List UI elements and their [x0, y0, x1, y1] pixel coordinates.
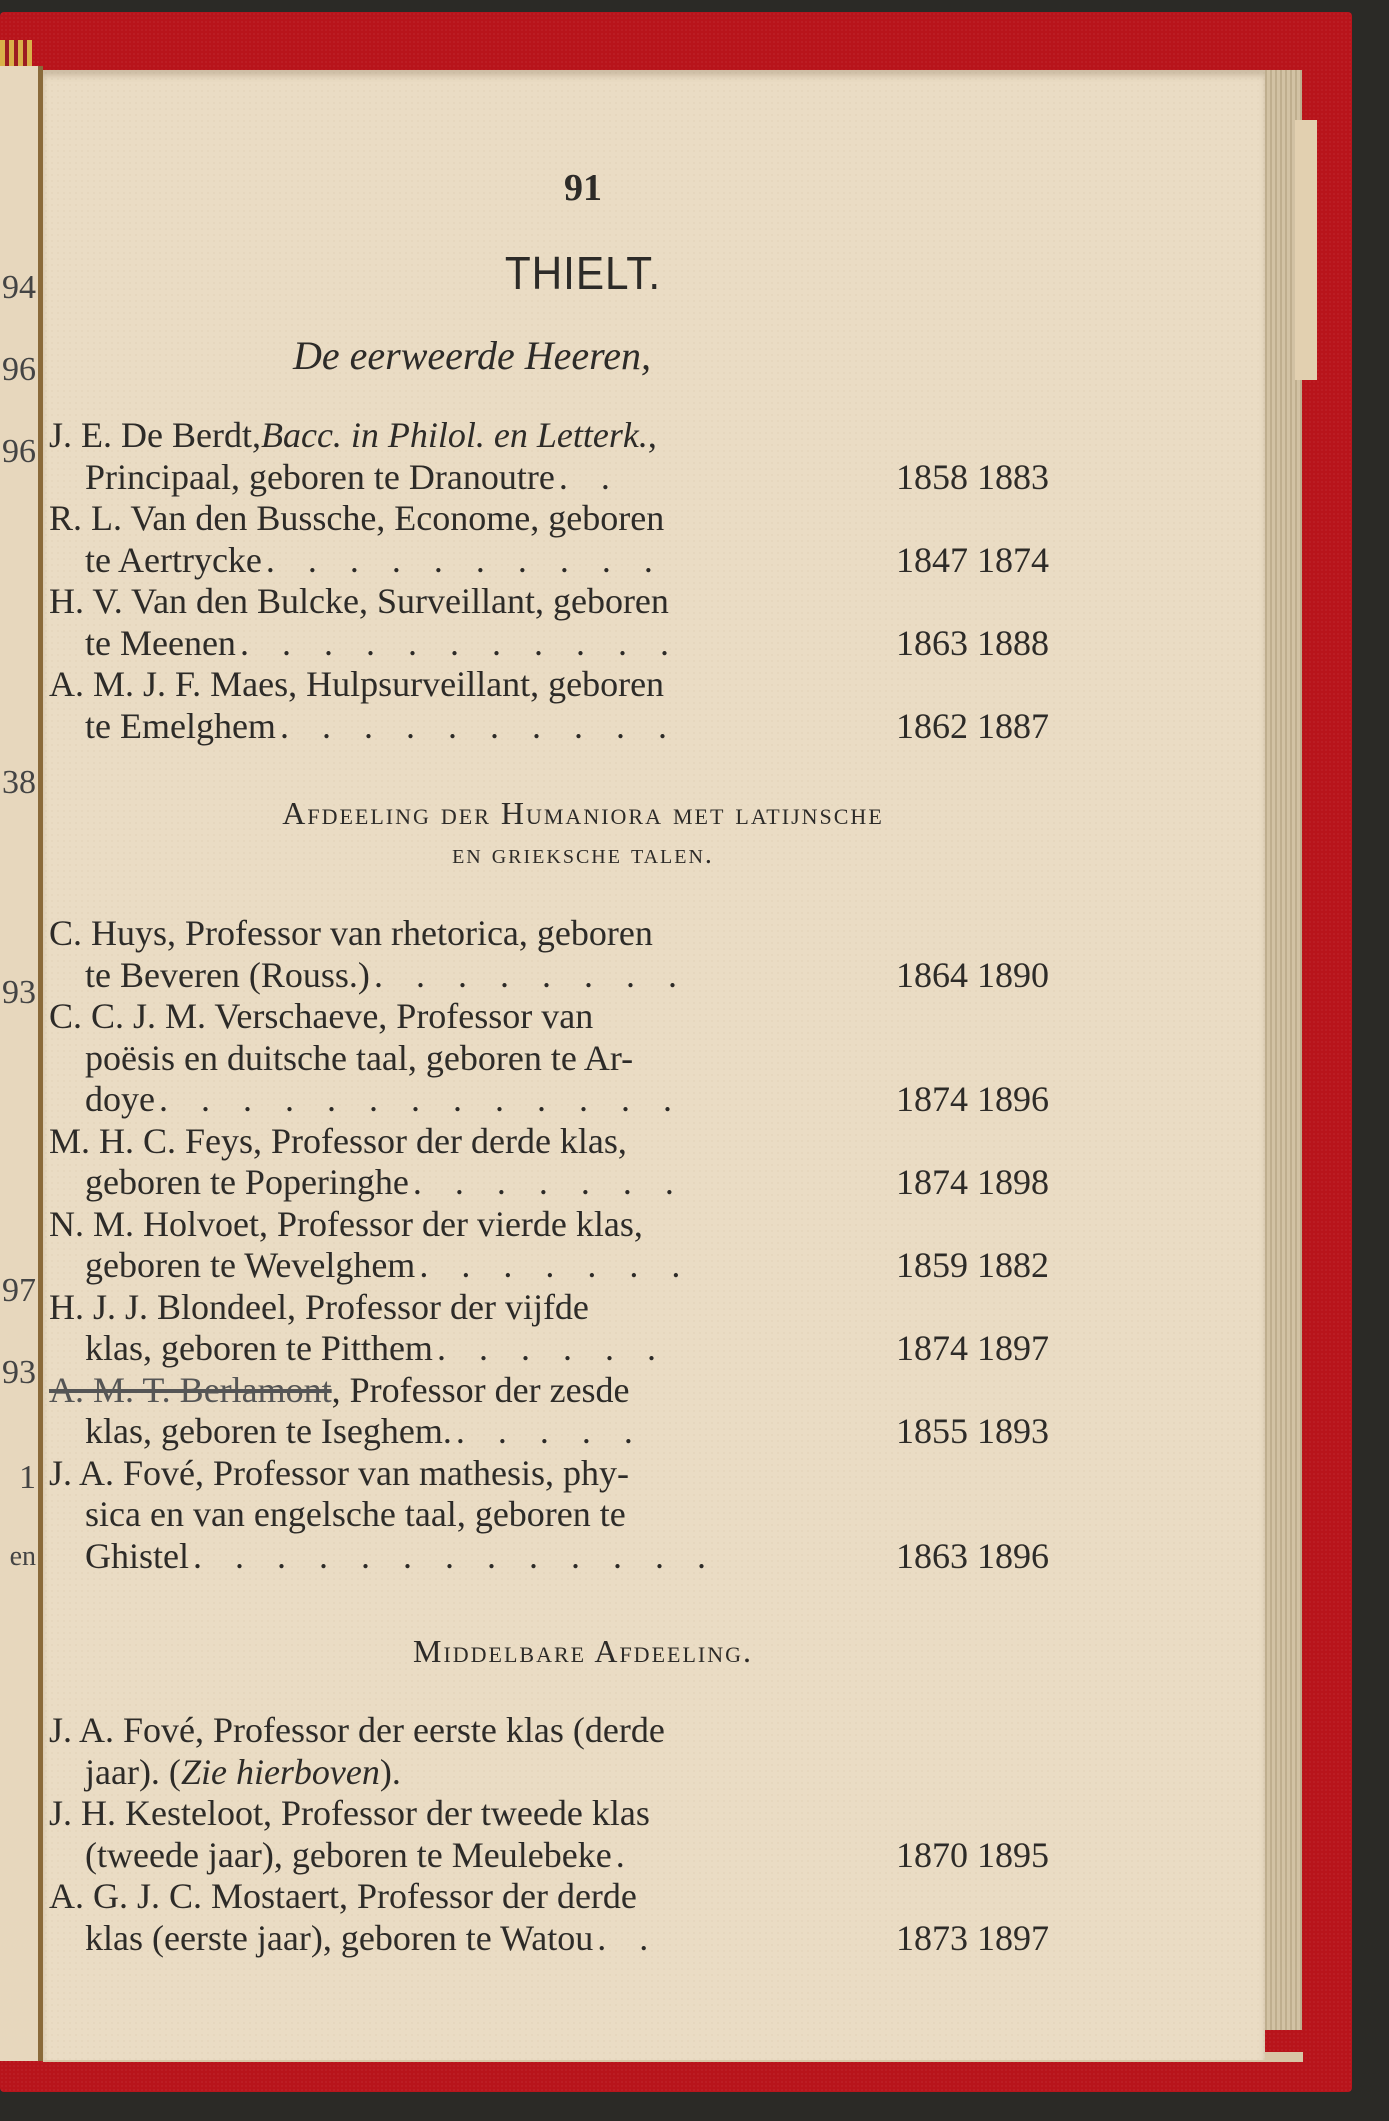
struck-through-name: A. M. T. Berlamont: [49, 1369, 332, 1410]
entry-reference: Zie hierboven: [180, 1751, 380, 1792]
entry-years: 1863 1896: [896, 1535, 1049, 1576]
city-title: THIELT.: [504, 247, 662, 299]
entry-text: H. V. Van den Bulcke, Surveillant, geboren: [49, 581, 669, 621]
entry-text: te Emelghem: [85, 705, 276, 746]
entry-text: C. C. J. M. Verschaeve, Professor van: [49, 996, 594, 1036]
entry-line: [49, 1536, 1049, 1578]
entry-text: Ghistel: [85, 1535, 189, 1576]
entry-years: 1863 1888: [896, 622, 1049, 663]
entry-years: 1873 1897: [896, 1917, 1049, 1958]
entry-text: A. G. J. C. Mostaert, Professor der derde: [49, 1876, 637, 1916]
entry-line: [49, 1204, 1049, 1246]
previous-page-fragment: 97: [2, 1272, 36, 1309]
previous-page-fragment: 93: [2, 974, 36, 1011]
previous-page-fragment: 96: [2, 433, 36, 470]
entry-text: klas, geboren te Iseghem.: [85, 1411, 452, 1451]
dot-leader: . . . . .: [455, 1411, 645, 1451]
entry-line: [49, 1793, 1049, 1835]
entry-text: R. L. Van den Bussche, Econome, geboren: [49, 498, 665, 538]
entry-text: Principaal, geboren te Dranoutre: [85, 456, 555, 497]
book-page: [43, 70, 1265, 2060]
entry-line: [49, 1370, 1049, 1412]
entry-text: doye: [85, 1079, 155, 1119]
entry-years: 1874 1896: [896, 1079, 1049, 1119]
entry-text: te Beveren (Rouss.): [85, 954, 370, 995]
entry-punct: ).: [379, 1751, 401, 1792]
middelbare-staff-list: [49, 1710, 1049, 1959]
entry-text: A. M. J. F. Maes, Hulpsurveillant, geboren: [49, 664, 665, 704]
entry-years: 1858 1883: [896, 456, 1049, 497]
dot-leader: . . . . . . . . . . . . .: [158, 1079, 684, 1119]
entry-text: (tweede jaar), geboren te Meulebeke: [85, 1834, 612, 1875]
dot-leader: . . . . . . . . . .: [279, 705, 679, 746]
entry-text: klas (eerste jaar), geboren te Watou: [85, 1917, 594, 1958]
entry-text: sica en van engelsche taal, geboren te: [85, 1494, 626, 1534]
entry-text: te Aertrycke: [85, 539, 262, 580]
section-heading-line: Afdeeling der Humaniora met latijnsche: [282, 795, 884, 831]
staff-list: [49, 415, 1049, 747]
entry-line: [49, 664, 1049, 706]
entry-years: 1862 1887: [896, 705, 1049, 746]
entry-line: [49, 1494, 1049, 1536]
entry-text: klas, geboren te Pitthem: [85, 1328, 433, 1368]
entry-line: [49, 1835, 1049, 1877]
entry-text: J. A. Fové, Professor van mathesis, phy-: [49, 1452, 629, 1493]
entry-text: J. A. Fové, Professor der eerste klas (derde: [49, 1710, 665, 1750]
entry-line: [49, 415, 1049, 457]
entry-line: [49, 1328, 1049, 1370]
dot-leader: . . . . . .: [436, 1328, 668, 1368]
entry-line: [49, 913, 1049, 955]
entry-years: 1855 1893: [896, 1411, 1049, 1451]
entry-line: [49, 1287, 1049, 1329]
entry-text: poësis en duitsche taal, geboren te Ar-: [85, 1037, 634, 1078]
previous-page-fragment: en: [9, 1541, 36, 1572]
entry-line: [49, 1453, 1049, 1495]
humaniora-staff-list: [49, 913, 1049, 1577]
entry-line: [49, 1752, 1049, 1794]
entry-years: 1859 1882: [896, 1245, 1049, 1285]
dot-leader: . .: [597, 1917, 661, 1958]
previous-page-edge: [0, 66, 40, 2061]
previous-page-fragment: 93: [2, 1354, 36, 1391]
entry-line: [49, 1876, 1049, 1918]
entry-years: 1847 1874: [896, 539, 1049, 580]
entry-text: J. H. Kesteloot, Professor der tweede klas: [49, 1793, 650, 1833]
dot-leader: . . . . . . . . . .: [265, 539, 665, 580]
entry-text: M. H. C. Feys, Professor der derde klas,: [49, 1120, 627, 1161]
entry-line: [49, 581, 1049, 623]
entry-line: [49, 955, 1049, 997]
entry-text: geboren te Poperinghe: [85, 1162, 409, 1202]
previous-page-fragment: 96: [2, 351, 36, 388]
section-heading-line: en grieksche talen.: [452, 839, 714, 870]
entry-line: [49, 1710, 1049, 1752]
dot-leader: . . . . . . .: [412, 1162, 686, 1202]
entry-line: [49, 706, 1049, 748]
entry-line: [49, 498, 1049, 540]
entry-line: [49, 1918, 1049, 1960]
dot-leader: . . . . . . .: [419, 1245, 693, 1285]
dot-leader: . . . . . . . .: [373, 954, 689, 995]
entry-punct: ,: [647, 415, 657, 455]
entry-years: 1874 1898: [896, 1162, 1049, 1202]
entry-degree: Bacc. in Philol. en Letterk.: [260, 415, 648, 455]
salutation: De eerweerde Heeren,: [293, 333, 651, 378]
entry-text: geboren te Wevelghem: [85, 1245, 416, 1285]
previous-page-fragment: 38: [2, 764, 36, 801]
dot-leader: . .: [558, 456, 622, 497]
entry-text: H. J. J. Blondeel, Professor der vijfde: [49, 1286, 589, 1327]
entry-line: [49, 1162, 1049, 1204]
entry-line: [49, 1038, 1049, 1080]
entry-years: 1874 1897: [896, 1328, 1049, 1368]
previous-page-fragment: 1: [19, 1459, 36, 1496]
page-number: 91: [564, 167, 602, 209]
section-heading-line: Middelbare Afdeeling.: [413, 1633, 753, 1669]
previous-page-fragment: 94: [2, 269, 36, 306]
entry-text: N. M. Holvoet, Professor der vierde klas,: [49, 1203, 643, 1244]
entry-line: [49, 1079, 1049, 1121]
entry-line: [49, 1121, 1049, 1163]
dot-leader: .: [615, 1834, 637, 1875]
section-heading: [43, 1630, 1123, 1672]
entry-text: jaar). (: [85, 1751, 181, 1792]
entry-line: [49, 623, 1049, 665]
entry-line: [49, 457, 1049, 499]
entry-line: [49, 1245, 1049, 1287]
entry-years: 1870 1895: [896, 1834, 1049, 1875]
entry-line: [49, 996, 1049, 1038]
entry-text: C. Huys, Professor van rhetorica, geboren: [49, 913, 653, 953]
dot-leader: . . . . . . . . . . . . .: [193, 1535, 718, 1576]
entry-years: 1864 1890: [896, 954, 1049, 995]
entry-text: , Professor der zesde: [331, 1369, 630, 1410]
section-heading: [43, 792, 1123, 876]
entry-line: [49, 1411, 1049, 1453]
paper-scrap: [1295, 120, 1317, 380]
entry-name: J. E. De Berdt,: [49, 415, 261, 455]
entry-line: [49, 540, 1049, 582]
entry-text: te Meenen: [85, 622, 236, 663]
dot-leader: . . . . . . . . . . .: [239, 622, 681, 663]
